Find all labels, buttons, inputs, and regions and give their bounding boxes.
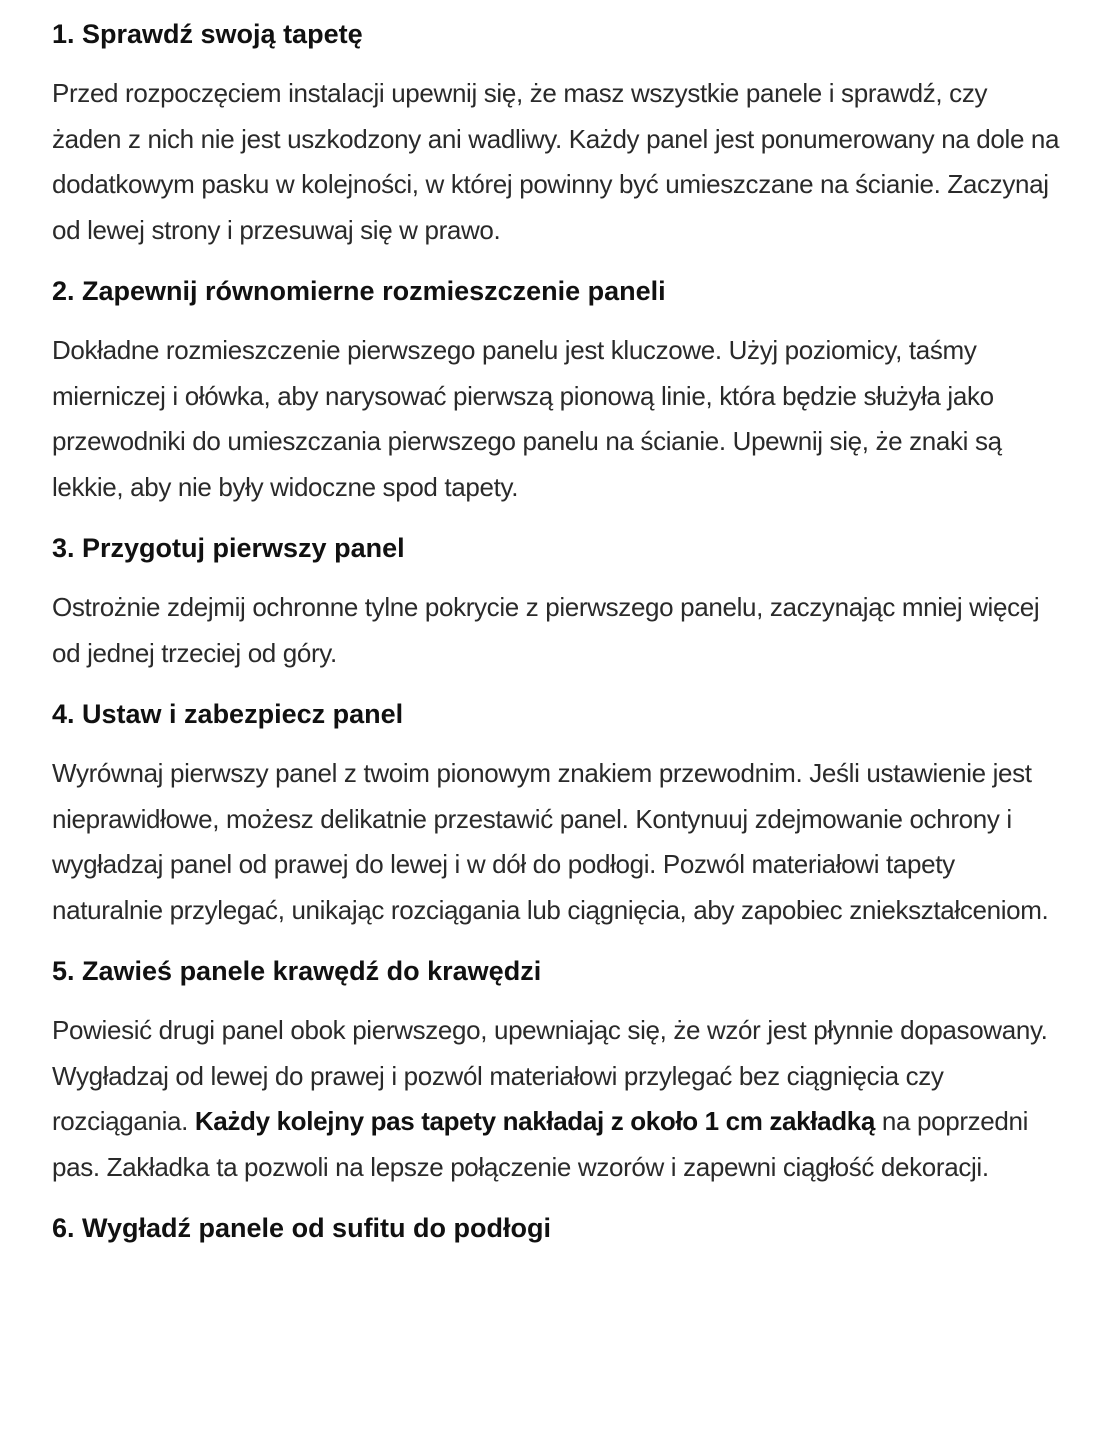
step-heading: 4. Ustaw i zabezpiecz panel bbox=[52, 699, 404, 729]
step-paragraph: Przed rozpoczęciem instalacji upewnij się, że masz wszystkie panele i sprawdź, czy żaden z nich nie jest uszkodzony ani wadliwy. Każdy panel jest ponumerowany na dole na dodatkowym pasku w kolejności, w której powinny być umieszczane na ścianie. Zaczynaj od lewej strony i przesuwaj się w prawo. bbox=[52, 78, 1060, 245]
step-paragraph bbox=[52, 1008, 1062, 1190]
step-paragraph: Ostrożnie zdejmij ochronne tylne pokrycie z pierwszego panelu, zaczynając mniej więcej od jednej trzeciej od góry. bbox=[52, 592, 1040, 668]
step-paragraph: Wyrównaj pierwszy panel z twoim pionowym znakiem przewodnim. Jeśli ustawienie jest nieprawidłowe, możesz delikatnie przestawić panel. Kontynuuj zdejmowanie ochrony i wygładzaj panel od prawej do lewej i w dół do podłogi. Pozwól materiałowi tapety naturalnie przylegać, unikając rozciągania lub ciągnięcia, aby zapobiec zniekształceniom. bbox=[52, 758, 1049, 925]
step-heading: 5. Zawieś panele krawędź do krawędzi bbox=[52, 956, 542, 986]
step-5 bbox=[52, 951, 1062, 1190]
step-paragraph: Dokładne rozmieszczenie pierwszego panelu jest kluczowe. Użyj poziomicy, taśmy mierniczej i ołówka, aby narysować pierwszą pionową linie, która będzie służyła jako przewodniki do umieszczania pierwszego panelu na ścianie. Upewnij się, że znaki są lekkie, aby nie były widoczne spod tapety. bbox=[52, 335, 1002, 502]
step-text: na poprzedni pas. Zakładka ta pozwoli na lepsze połączenie wzorów i zapewni ciągłość dekoracji. bbox=[52, 1106, 1029, 1182]
step-3 bbox=[52, 528, 1062, 676]
step-heading: 6. Wygładź panele od sufitu do podłogi bbox=[52, 1213, 551, 1243]
step-6 bbox=[52, 1208, 1062, 1248]
step-heading: 3. Przygotuj pierwszy panel bbox=[52, 533, 405, 563]
step-2 bbox=[52, 271, 1062, 510]
step-4 bbox=[52, 694, 1062, 933]
step-1 bbox=[52, 14, 1062, 253]
step-heading: 2. Zapewnij równomierne rozmieszczenie paneli bbox=[52, 276, 666, 306]
step-emphasis: Każdy kolejny pas tapety nakładaj z około 1 cm zakładką bbox=[194, 1106, 876, 1136]
instructions-article bbox=[52, 14, 1062, 1265]
step-text: Powiesić drugi panel obok pierwszego, upewniając się, że wzór jest płynnie dopasowany. Wygładzaj od lewej do prawej i pozwól materiałowi przylegać bez ciągnięcia czy rozciągania. bbox=[52, 1015, 1048, 1136]
step-heading: 1. Sprawdź swoją tapetę bbox=[52, 19, 363, 49]
